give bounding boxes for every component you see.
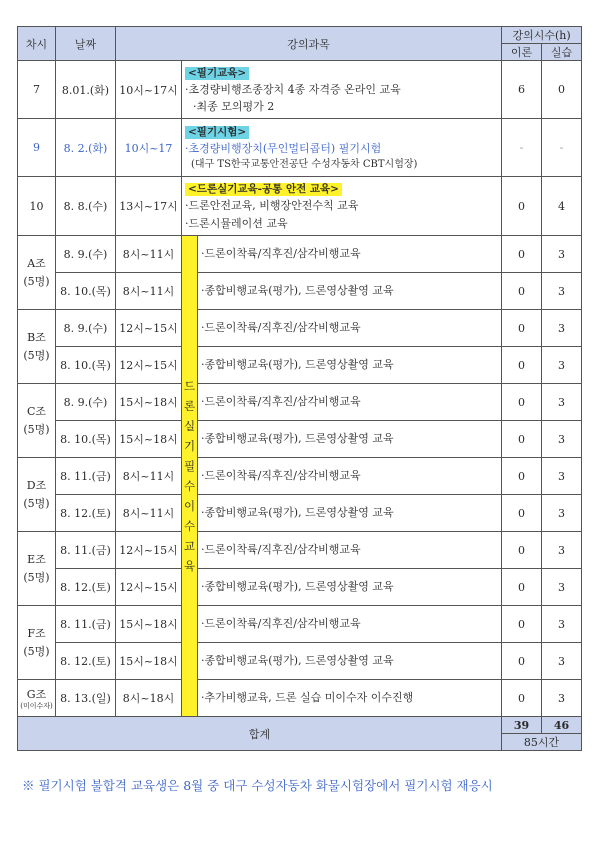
theory-hours: 0 — [502, 680, 542, 717]
group-course: ·종합비행교육(평가), 드론영상촬영 교육 — [198, 347, 502, 384]
group-size: (5명) — [23, 274, 50, 288]
vertical-label-char: 필 — [183, 459, 196, 473]
group-course: ·드론이착륙/직후진/삼각비행교육 — [198, 236, 502, 273]
practice-hours: 3 — [542, 606, 582, 643]
group-time: 8시~11시 — [116, 236, 182, 273]
group-label: G조 — [26, 687, 47, 701]
session-date: 8. 8.(수) — [56, 177, 116, 236]
group-time: 8시~18시 — [116, 680, 182, 717]
practice-hours: - — [542, 119, 582, 177]
vertical-label-char: 론 — [183, 399, 196, 413]
theory-hours: 0 — [502, 495, 542, 532]
practice-hours: 3 — [542, 680, 582, 717]
group-time: 8시~11시 — [116, 495, 182, 532]
practice-hours: 3 — [542, 421, 582, 458]
group-name — [18, 606, 56, 680]
theory-hours: 0 — [502, 606, 542, 643]
group-date: 8. 9.(수) — [56, 310, 116, 347]
group-row — [18, 569, 582, 606]
group-date: 8. 9.(수) — [56, 384, 116, 421]
group-course: ·종합비행교육(평가), 드론영상촬영 교육 — [198, 495, 502, 532]
vertical-label-char: 실 — [183, 419, 196, 433]
theory-hours: 0 — [502, 569, 542, 606]
theory-hours: 0 — [502, 177, 542, 236]
course-note: (대구 TS한국교통안전공단 수성자동차 CBT시험장) — [191, 158, 418, 170]
session-date: 8.01.(화) — [56, 61, 116, 119]
theory-hours: 0 — [502, 458, 542, 495]
theory-hours: 0 — [502, 384, 542, 421]
group-date: 8. 9.(수) — [56, 236, 116, 273]
group-size: (5명) — [23, 422, 50, 436]
group-date: 8. 12.(토) — [56, 495, 116, 532]
group-label: F조 — [27, 626, 46, 640]
practice-hours: 3 — [542, 643, 582, 680]
group-size: (5명) — [23, 348, 50, 362]
course-tag: <필기교육> — [185, 67, 249, 80]
vertical-label-char: 육 — [183, 559, 196, 573]
group-row — [18, 495, 582, 532]
group-time: 8시~11시 — [116, 273, 182, 310]
theory-hours: - — [502, 119, 542, 177]
theory-hours: 0 — [502, 643, 542, 680]
group-course: ·드론이착륙/직후진/삼각비행교육 — [198, 458, 502, 495]
group-name — [18, 384, 56, 458]
group-label: D조 — [26, 478, 47, 492]
session-course — [182, 119, 502, 177]
vertical-label-band — [182, 236, 198, 717]
theory-hours: 0 — [502, 236, 542, 273]
total-hours: 85시간 — [502, 734, 582, 751]
session-row — [18, 61, 582, 119]
group-time: 12시~15시 — [116, 347, 182, 384]
practice-hours: 3 — [542, 347, 582, 384]
course-tag: <드론실기교육-공통 안전 교육> — [185, 183, 342, 196]
group-size: (5명) — [23, 570, 50, 584]
group-course: ·종합비행교육(평가), 드론영상촬영 교육 — [198, 421, 502, 458]
practice-hours: 3 — [542, 532, 582, 569]
session-number: 9 — [18, 119, 56, 177]
total-practice: 46 — [542, 717, 582, 734]
course-item: ·초경량비행조종장치 4종 자격증 온라인 교육 — [185, 82, 401, 96]
group-time: 15시~18시 — [116, 421, 182, 458]
group-row — [18, 310, 582, 347]
group-time: 15시~18시 — [116, 384, 182, 421]
group-date: 8. 10.(목) — [56, 347, 116, 384]
practice-hours: 3 — [542, 236, 582, 273]
session-course — [182, 177, 502, 236]
group-time: 15시~18시 — [116, 643, 182, 680]
group-date: 8. 11.(금) — [56, 458, 116, 495]
group-row — [18, 606, 582, 643]
group-row — [18, 236, 582, 273]
group-course: ·종합비행교육(평가), 드론영상촬영 교육 — [198, 643, 502, 680]
group-course: ·종합비행교육(평가), 드론영상촬영 교육 — [198, 569, 502, 606]
group-date: 8. 12.(토) — [56, 569, 116, 606]
vertical-label-char: 수 — [183, 519, 196, 533]
group-date: 8. 13.(일) — [56, 680, 116, 717]
group-date: 8. 10.(목) — [56, 273, 116, 310]
footnote: ※ 필기시험 불합격 교육생은 8월 중 대구 수성자동차 화물시험장에서 필기시험 재응시 — [22, 778, 493, 793]
theory-hours: 0 — [502, 310, 542, 347]
group-label: B조 — [27, 330, 46, 344]
course-item: ·초경량비행장치(무인멀티콥터) 필기시험 — [185, 141, 382, 155]
group-row — [18, 680, 582, 717]
vertical-label-char: 수 — [183, 479, 196, 493]
header-theory: 이론 — [502, 44, 542, 61]
group-row — [18, 384, 582, 421]
header-hours: 강의시수(h) — [502, 27, 582, 44]
group-course: ·드론이착륙/직후진/삼각비행교육 — [198, 606, 502, 643]
group-name — [18, 532, 56, 606]
practice-hours: 3 — [542, 458, 582, 495]
group-label: C조 — [26, 404, 47, 418]
group-row — [18, 421, 582, 458]
header-date: 날짜 — [56, 27, 116, 61]
session-time: 13시~17시 — [116, 177, 182, 236]
group-name — [18, 458, 56, 532]
vertical-label-char: 이 — [183, 499, 196, 513]
group-time: 12시~15시 — [116, 532, 182, 569]
practice-hours: 3 — [542, 569, 582, 606]
header-session: 차시 — [18, 27, 56, 61]
group-row — [18, 532, 582, 569]
vertical-label-char: 기 — [183, 439, 196, 453]
theory-hours: 0 — [502, 532, 542, 569]
group-course: ·드론이착륙/직후진/삼각비행교육 — [198, 384, 502, 421]
session-row — [18, 177, 582, 236]
group-size: (미이수자) — [20, 702, 53, 711]
total-label: 합계 — [18, 717, 502, 751]
course-item: ·드론시뮬레이션 교육 — [185, 216, 288, 230]
session-number: 10 — [18, 177, 56, 236]
group-row — [18, 347, 582, 384]
course-tag: <필기시험> — [185, 126, 249, 139]
group-date: 8. 11.(금) — [56, 532, 116, 569]
practice-hours: 3 — [542, 273, 582, 310]
group-name — [18, 310, 56, 384]
theory-hours: 0 — [502, 347, 542, 384]
group-name — [18, 236, 56, 310]
group-label: E조 — [27, 552, 46, 566]
group-date: 8. 10.(목) — [56, 421, 116, 458]
group-size: (5명) — [23, 644, 50, 658]
total-theory: 39 — [502, 717, 542, 734]
practice-hours: 0 — [542, 61, 582, 119]
group-date: 8. 11.(금) — [56, 606, 116, 643]
group-course: ·드론이착륙/직후진/삼각비행교육 — [198, 310, 502, 347]
group-time: 12시~15시 — [116, 310, 182, 347]
theory-hours: 0 — [502, 421, 542, 458]
group-row — [18, 273, 582, 310]
group-course: ·드론이착륙/직후진/삼각비행교육 — [198, 532, 502, 569]
group-name — [18, 680, 56, 717]
practice-hours: 4 — [542, 177, 582, 236]
group-size: (5명) — [23, 496, 50, 510]
total-row — [18, 717, 582, 734]
session-date: 8. 2.(화) — [56, 119, 116, 177]
vertical-label-char: 드 — [183, 379, 196, 393]
session-course — [182, 61, 502, 119]
vertical-label-char: 교 — [183, 539, 196, 553]
group-row — [18, 643, 582, 680]
course-item: ·드론안전교육, 비행장안전수칙 교육 — [185, 199, 359, 213]
session-time: 10시~17 — [116, 119, 182, 177]
session-time: 10시~17시 — [116, 61, 182, 119]
schedule-table — [17, 26, 582, 751]
practice-hours: 3 — [542, 495, 582, 532]
theory-hours: 0 — [502, 273, 542, 310]
group-time: 12시~15시 — [116, 569, 182, 606]
group-course: ·추가비행교육, 드론 실습 미이수자 이수진행 — [198, 680, 502, 717]
group-time: 15시~18시 — [116, 606, 182, 643]
practice-hours: 3 — [542, 310, 582, 347]
group-time: 8시~11시 — [116, 458, 182, 495]
header-course: 강의과목 — [116, 27, 502, 61]
practice-hours: 3 — [542, 384, 582, 421]
group-row — [18, 458, 582, 495]
session-number: 7 — [18, 61, 56, 119]
group-label: A조 — [27, 256, 46, 270]
group-course: ·종합비행교육(평가), 드론영상촬영 교육 — [198, 273, 502, 310]
course-item: ·최종 모의평가 2 — [193, 100, 275, 114]
header-practice: 실습 — [542, 44, 582, 61]
session-row — [18, 119, 582, 177]
theory-hours: 6 — [502, 61, 542, 119]
group-date: 8. 12.(토) — [56, 643, 116, 680]
